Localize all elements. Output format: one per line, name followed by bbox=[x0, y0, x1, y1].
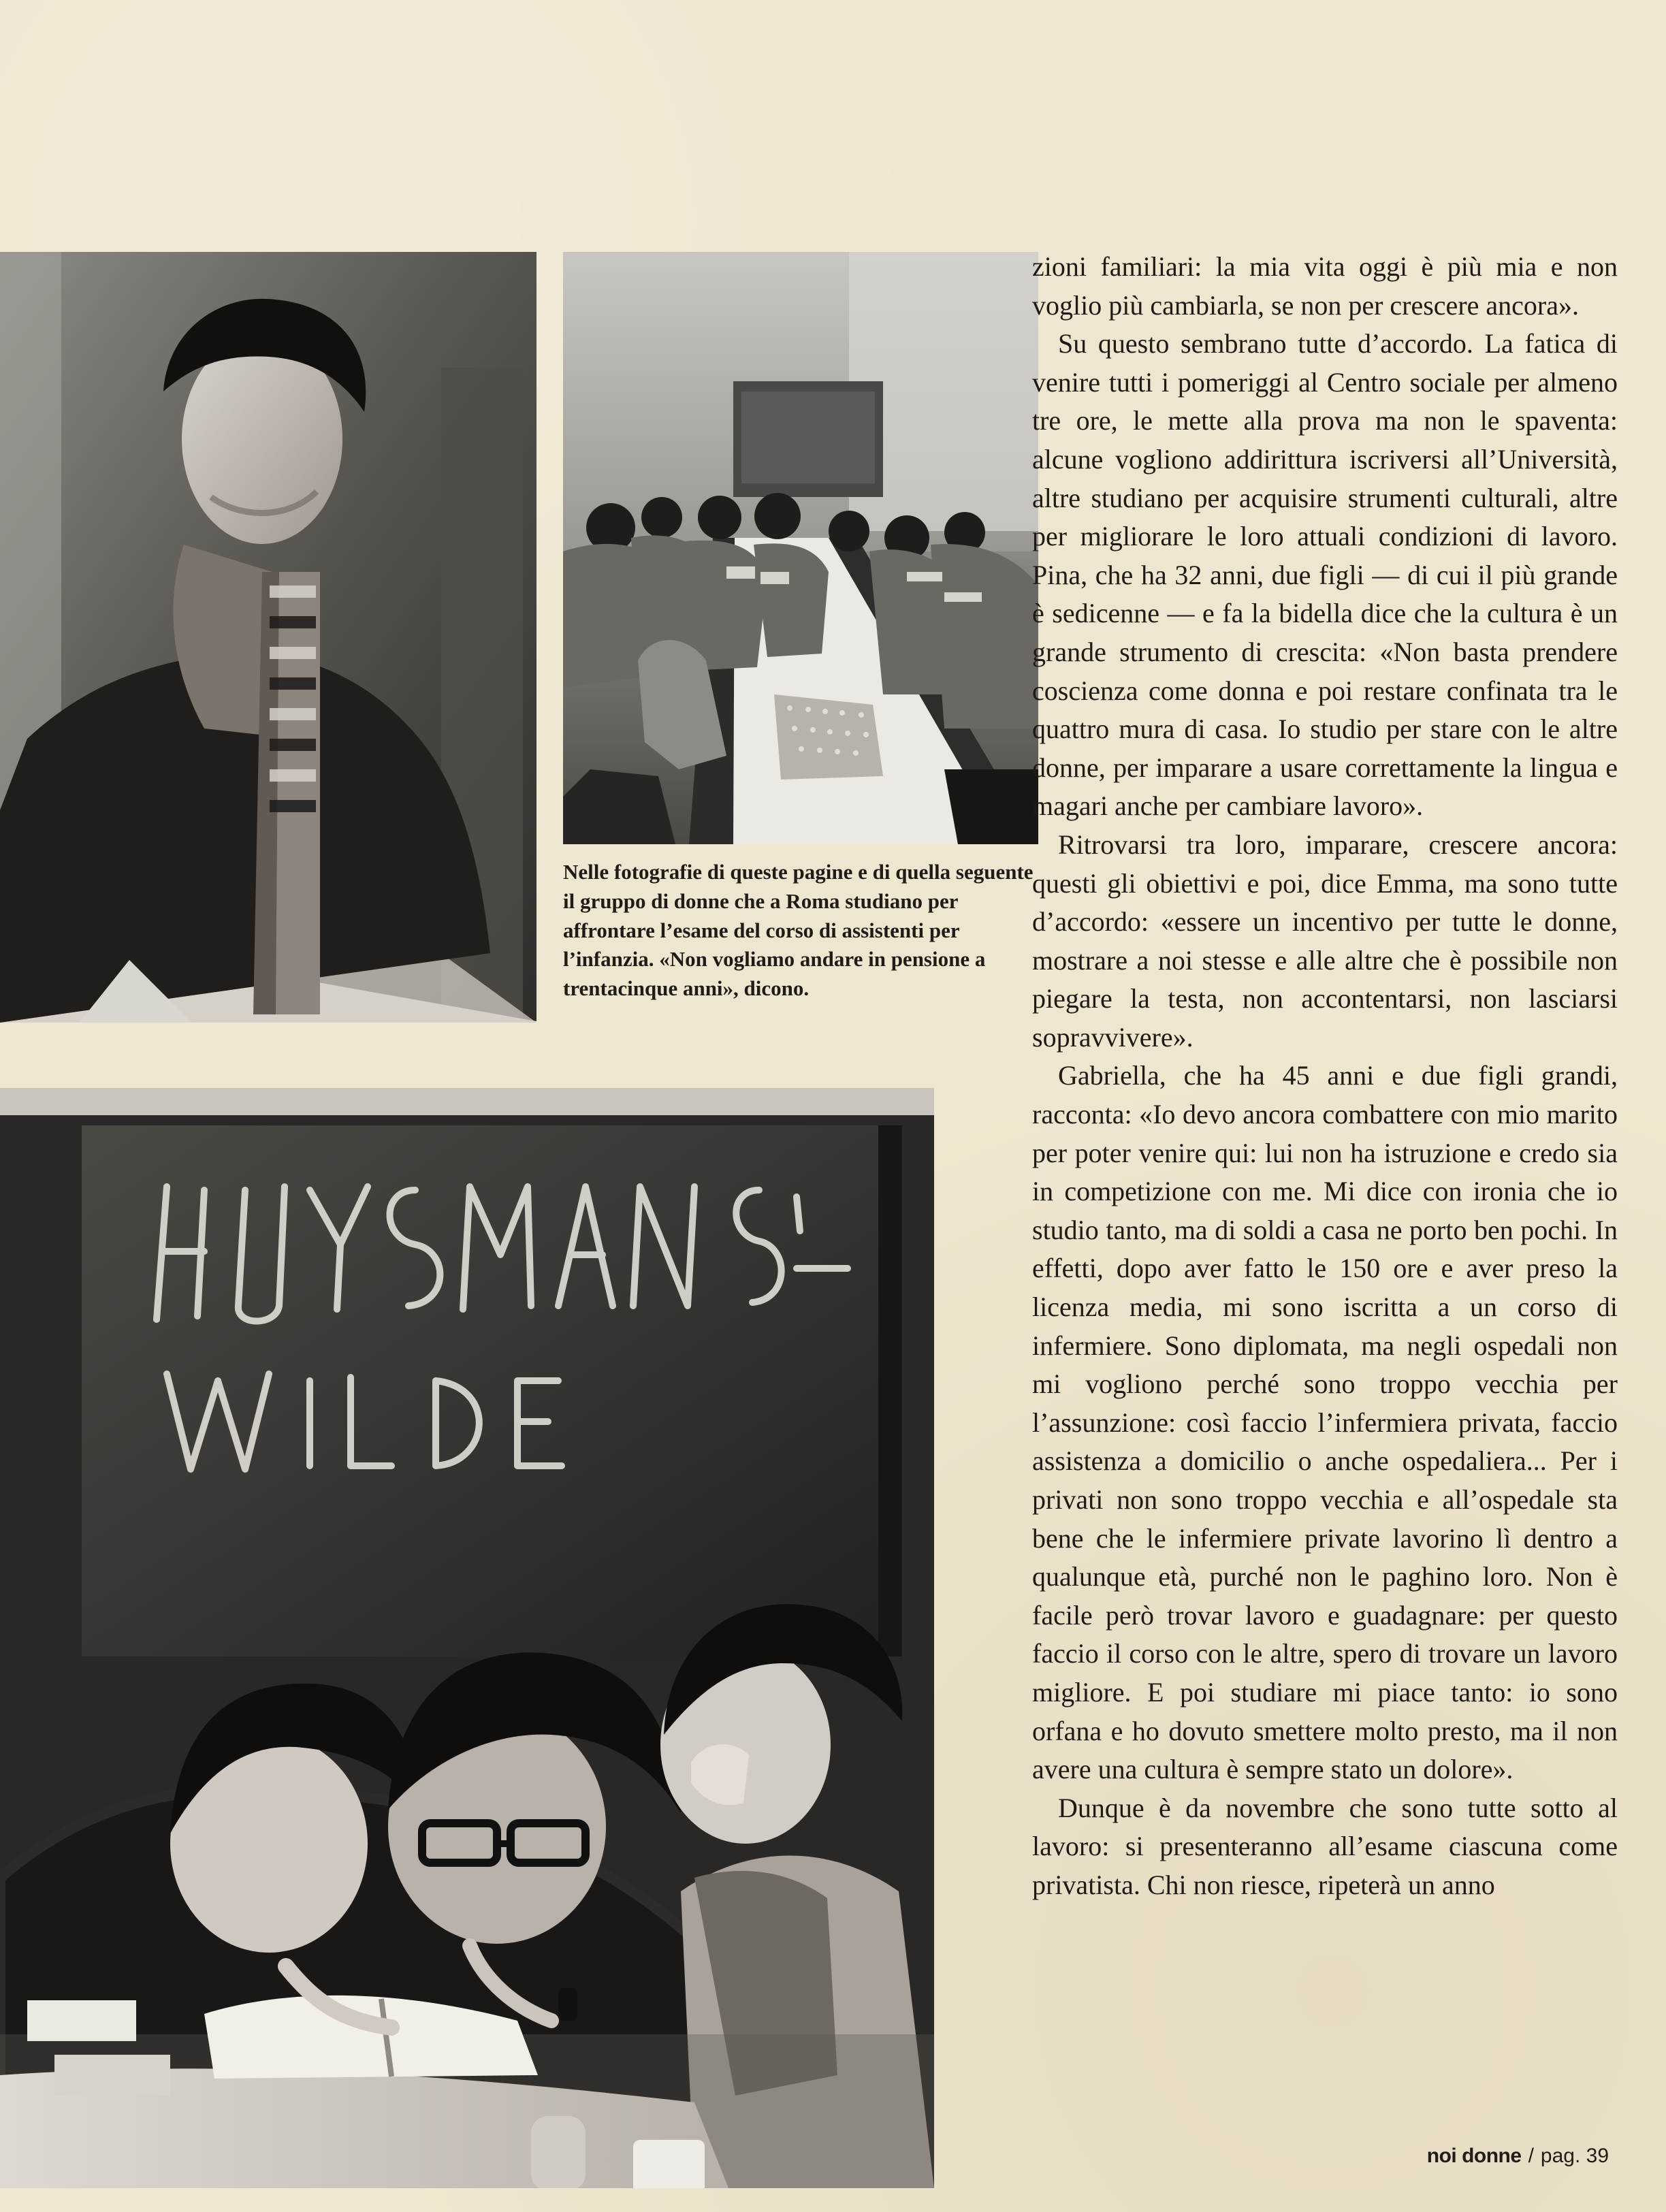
portrait-photo bbox=[0, 252, 536, 1023]
show-through-text bbox=[340, 102, 1294, 163]
photo-caption: Nelle fotografie di queste pagine e di quella seguente il gruppo di donne che a Roma studiano per affrontare l’esame del corso di assistenti per l’infanzia. «Non vogliamo andare in pensione a trentacinque anni», dicono. bbox=[563, 860, 1034, 1001]
students-table-photo bbox=[563, 252, 1038, 844]
page-number: pag. 39 bbox=[1540, 2145, 1609, 2167]
page-footer bbox=[1398, 2146, 1609, 2175]
classroom-photo bbox=[563, 252, 1038, 844]
article-paragraph: zioni familiari: la mia vita oggi è più mia e non voglio più cambiarla, se non per crescere ancora». bbox=[1032, 251, 1618, 321]
article-text-column bbox=[1032, 248, 1618, 2123]
article-paragraph: Su questo sembrano tutte d’accordo. La fatica di venire tutti i pomeriggi al Centro sociale per almeno tre ore, le mette alla prova ma non le spaventa: alcune vogliono addirittura iscriversi all’Università, altre studiano per acquisire strumenti culturali, altre per migliorare le loro attuali condizioni di lavoro. Pina, che ha 32 anni, due figli — di cui il più grande è sedicenne — e fa la bidella dice che la cultura è un grande strumento di crescita: «Non basta prendere coscienza come donna e poi restare confinata tra le quattro mura di casa. Io studio per stare con le altre donne, per imparare a usare correttamente la lingua e magari anche per cambiare lavoro». bbox=[1032, 328, 1618, 822]
magazine-brand: noi donne bbox=[1426, 2145, 1522, 2167]
blackboard-study-photo bbox=[0, 1088, 934, 2188]
women-reading-photo bbox=[0, 1088, 934, 2188]
article-paragraph: Gabriella, che ha 45 anni e due figli grandi, racconta: «Io devo ancora combattere con mio marito per poter venire qui: lui non ha istruzione e credo sia in competizione con me. Mi dice con ironia che io studio tanto, ma di soldi a casa ne porto ben pochi. In effetti, dopo aver fatto le 150 ore e aver preso la licenza media, mi sono iscritta a un corso di infermiere. Sono diplomata, ma negli ospedali non mi vogliono perché sono troppo vecchia per l’assunzione: così faccio l’infermiera privata, faccio assistenza a domicilio o anche ospedaliera... Per i privati non sono troppo vecchia e all’ospedale sta bene che le infermiere private lavorino lì dentro a qualunque età, purché non le paghino loro. Non è facile però trovar lavoro e guadagnare: per questo faccio il corso con le altre, spero di trovare un lavoro migliore. E poi studiare mi piace tanto: io sono orfana e ho dovuto smettere molto presto, ma il non avere una cultura è sempre stato un dolore». bbox=[1032, 1060, 1618, 1785]
article-paragraph: Dunque è da novembre che sono tutte sotto al lavoro: si presenteranno all’esame ciascuna come privatista. Chi non riesce, ripeterà un anno bbox=[1032, 1792, 1618, 1900]
article-paragraph: Ritrovarsi tra loro, imparare, crescere ancora: questi gli obiettivi e poi, dice Emma, ma sono tutte d’accordo: «essere un incentivo per tutte le donne, mostrare a noi stesse e alle altre che è possibile non piegare la testa, non accontentarsi, non lasciarsi sopravvivere». bbox=[1032, 829, 1618, 1053]
footer-separator: / bbox=[1528, 2145, 1534, 2167]
woman-with-scarf-photo bbox=[0, 252, 536, 1023]
